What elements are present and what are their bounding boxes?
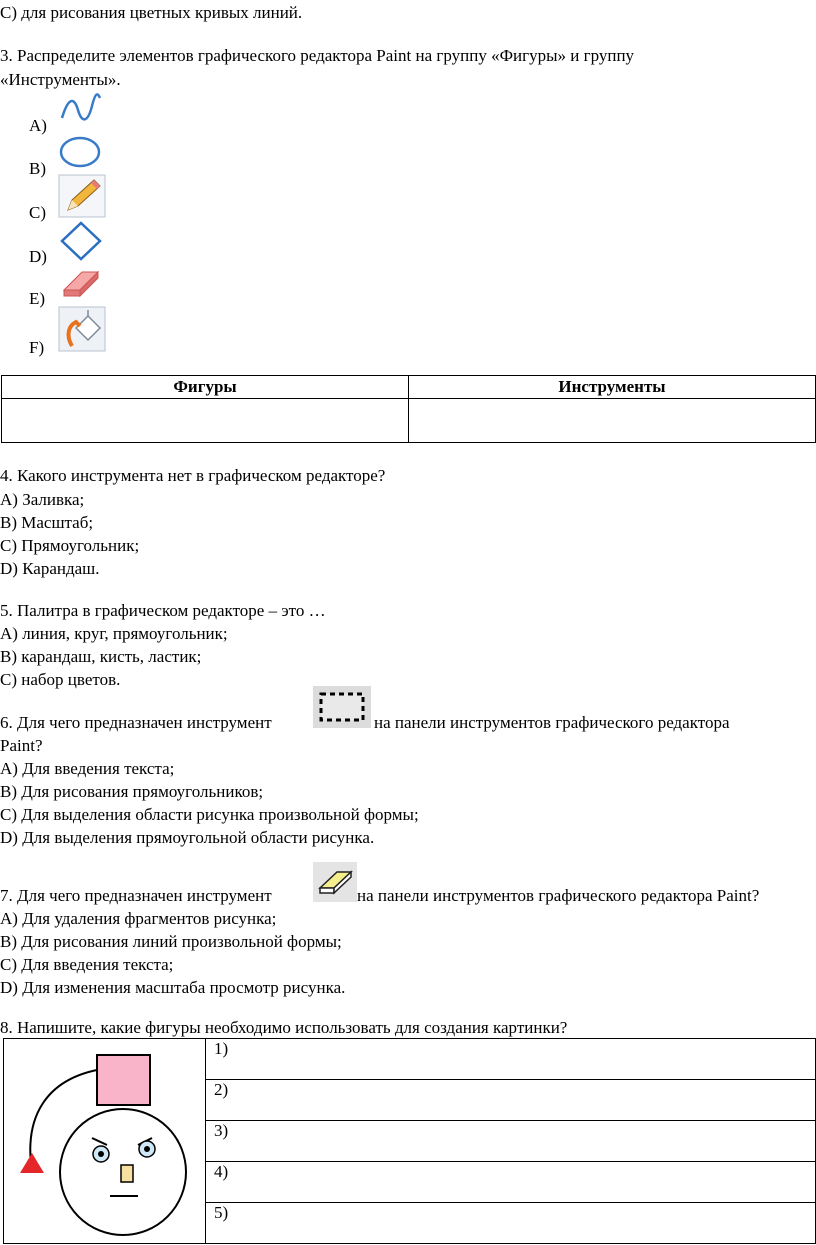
table-header-tools: Инструменты xyxy=(409,376,816,399)
answer-row-3[interactable]: 3) xyxy=(206,1121,816,1162)
q4-answer-a: А) Заливка; xyxy=(0,490,85,509)
tools-answer-cell[interactable] xyxy=(409,399,816,443)
table-header-figures: Фигуры xyxy=(2,376,409,399)
q4-question: 4. Какого инструмента нет в графическом редакторе? xyxy=(0,466,386,485)
snowman-picture xyxy=(4,1039,204,1242)
q3-option-d-label: D) xyxy=(29,247,47,266)
q7-answer-a: А) Для удаления фрагментов рисунка; xyxy=(0,909,277,928)
answer-row-2[interactable]: 2) xyxy=(206,1080,816,1121)
q3-answer-table xyxy=(1,375,816,443)
picture-cell xyxy=(4,1039,206,1244)
q7-question-start: 7. Для чего предназначен инструмент xyxy=(0,886,272,905)
q3-option-e-label: Е) xyxy=(29,289,46,308)
q7-question-end: на панели инструментов графического редактора Paint? xyxy=(357,886,760,905)
q3-option-c-label: С) xyxy=(29,203,46,222)
curve-icon xyxy=(58,88,104,130)
q4-answer-d: D) Карандаш. xyxy=(0,559,100,578)
square-shape xyxy=(97,1055,150,1105)
q6-question-start: 6. Для чего предназначен инструмент xyxy=(0,713,272,732)
triangle-shape xyxy=(20,1153,44,1173)
eraser-icon xyxy=(58,262,104,304)
q5-answer-c: С) набор цветов. xyxy=(0,670,121,689)
q5-answer-a: А) линия, круг, прямоугольник; xyxy=(0,624,228,643)
q6-answer-d: D) Для выделения прямоугольной области рисунка. xyxy=(0,828,375,847)
q5-question: 5. Палитра в графическом редакторе – это … xyxy=(0,601,326,620)
pencil-icon xyxy=(58,174,106,218)
q4-answer-c: С) Прямоугольник; xyxy=(0,536,140,555)
q6-question-end: на панели инструментов графического редактора xyxy=(374,713,730,732)
q5-answer-b: В) карандаш, кисть, ластик; xyxy=(0,647,202,666)
q3-option-f-label: F) xyxy=(29,338,45,357)
answer-row-5[interactable]: 5) xyxy=(206,1203,816,1244)
q6-answer-b: В) Для рисования прямоугольников; xyxy=(0,782,264,801)
q8-answer-table xyxy=(3,1038,816,1244)
q7-answer-c: С) Для введения текста; xyxy=(0,955,174,974)
q7-answer-d: D) Для изменения масштаба просмотр рисунка. xyxy=(0,978,346,997)
q7-answer-b: В) Для рисования линий произвольной формы; xyxy=(0,932,342,951)
q3-option-b-label: В) xyxy=(29,159,46,178)
fill-bucket-icon xyxy=(58,306,106,352)
q6-answer-c: С) Для выделения области рисунка произвольной формы; xyxy=(0,805,419,824)
prev-answer-c: С) для рисования цветных кривых линий. xyxy=(0,3,303,22)
select-rectangle-icon xyxy=(313,686,371,728)
q4-answer-b: В) Масштаб; xyxy=(0,513,94,532)
q3-question-line1: 3. Распределите элементов графического редактора Paint на группу «Фигуры» и группу xyxy=(0,46,635,65)
q3-option-a-label: А) xyxy=(29,116,47,135)
eraser-icon xyxy=(313,862,357,902)
ellipse-icon xyxy=(58,134,104,172)
answer-row-4[interactable]: 4) xyxy=(206,1162,816,1203)
q3-question-line2: «Инструменты». xyxy=(0,70,121,89)
q6-question-line2: Paint? xyxy=(0,736,43,755)
figures-answer-cell[interactable] xyxy=(2,399,409,443)
diamond-icon xyxy=(58,220,104,262)
q8-question: 8. Напишите, какие фигуры необходимо использовать для создания картинки? xyxy=(0,1018,568,1037)
q6-answer-a: А) Для введения текста; xyxy=(0,759,175,778)
answer-row-1[interactable]: 1) xyxy=(206,1039,816,1080)
